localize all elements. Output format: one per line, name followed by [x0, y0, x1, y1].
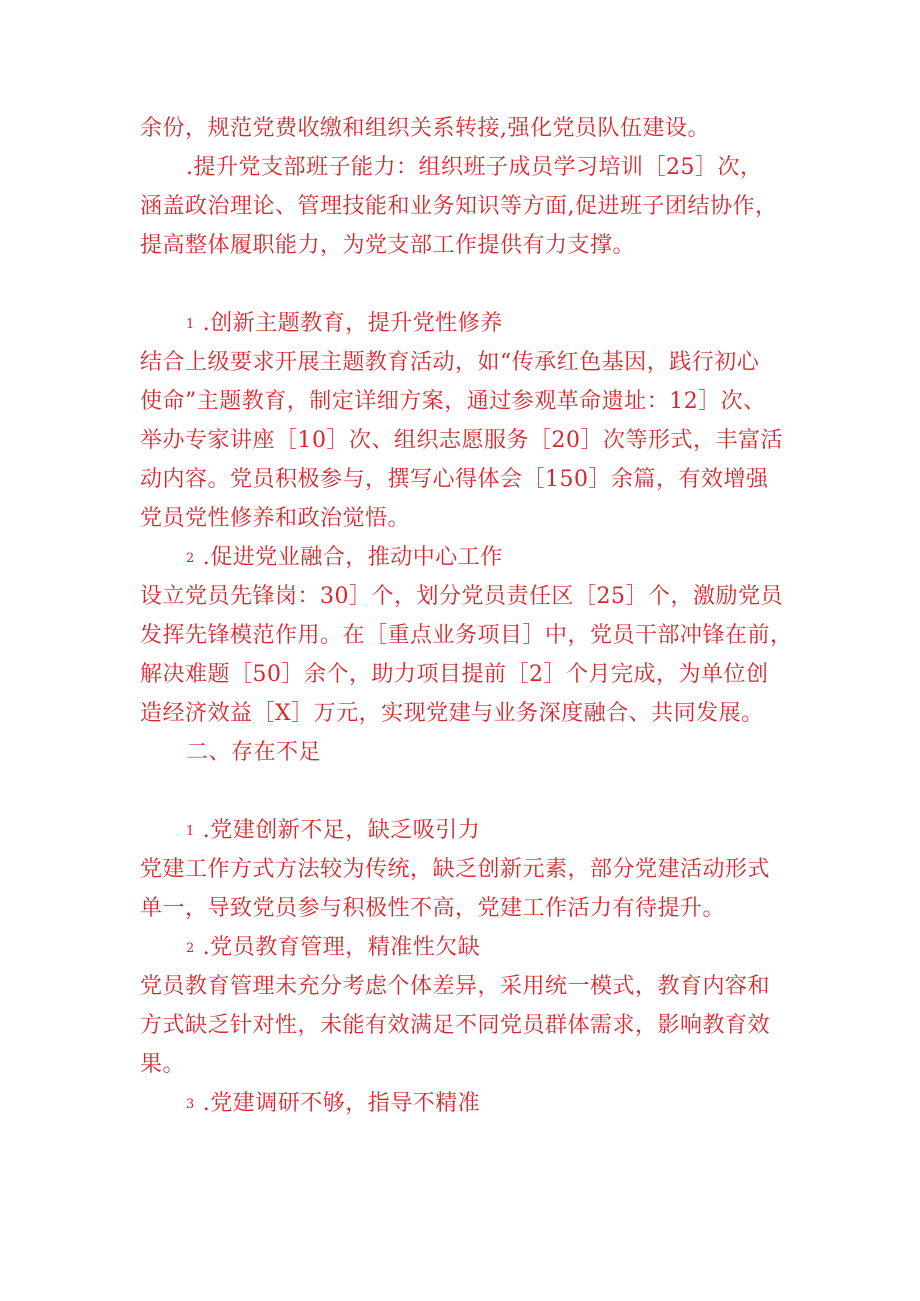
paragraph-line: 涵盖政治理论、管理技能和业务知识等方面,促进班子团结协作， — [140, 194, 778, 219]
section-heading — [186, 816, 480, 847]
paragraph-line: 设立党员先锋岗：30］个，划分党员责任区［25］个，激励党员 — [140, 584, 783, 609]
section-heading — [186, 543, 503, 574]
paragraph-line: 党建工作方式方法较为传统，缺乏创新元素，部分党建活动形式 — [140, 857, 771, 882]
paragraph-line: 提高整体履职能力，为党支部工作提供有力支撑。 — [140, 233, 636, 258]
paragraph-line: 余份，规范党费收缴和组织关系转接,强化党员队伍建设。 — [140, 116, 710, 141]
paragraph-line: 造经济效益［X］万元，实现党建与业务深度融合、共同发展。 — [140, 701, 764, 726]
heading-text: .党建调研不够，指导不精准 — [202, 1091, 481, 1116]
paragraph-line: 动内容。党员积极参与，撰写心得体会［150］余篇，有效增强 — [140, 467, 769, 492]
heading-text: .促进党业融合，推动中心工作 — [202, 545, 503, 570]
heading-text: .党建创新不足，缺乏吸引力 — [202, 818, 481, 843]
paragraph-line: 举办专家讲座［10］次、组织志愿服务［20］次等形式，丰富活 — [140, 428, 783, 453]
paragraph-line: 使命”主题教育，制定详细方案，通过参观革命遗址：12］次、 — [140, 389, 766, 414]
paragraph-line: 党员教育管理未充分考虑个体差异，采用统一模式，教育内容和 — [140, 974, 771, 999]
heading-text: .创新主题教育，提升党性修养 — [202, 311, 503, 336]
heading-text: .党员教育管理，精准性欠缺 — [202, 935, 481, 960]
paragraph-line: 党员党性修养和政治觉悟。 — [140, 506, 411, 531]
paragraph-line: .提升党支部班子能力：组织班子成员学习培训［25］次， — [186, 155, 763, 180]
section-heading — [186, 933, 480, 964]
paragraph-line: 解决难题［50］余个，助力项目提前［2］个月完成，为单位创 — [140, 662, 769, 687]
heading-number: 1 — [186, 824, 195, 839]
heading-number: 2 — [186, 941, 195, 956]
section-heading — [186, 309, 503, 340]
heading-number: 2 — [186, 551, 195, 566]
paragraph-line: 发挥先锋模范作用。在［重点业务项目］中，党员干部冲锋在前， — [140, 623, 793, 648]
section-title: 二、存在不足 — [186, 740, 322, 765]
section-heading — [186, 1089, 480, 1120]
paragraph-line: 结合上级要求开展主题教育活动，如“传承红色基因，践行初心 — [140, 350, 760, 375]
paragraph-line: 单一，导致党员参与积极性不高，党建工作活力有待提升。 — [140, 896, 726, 921]
paragraph-line: 果。 — [140, 1052, 186, 1077]
heading-number: 3 — [186, 1097, 195, 1112]
paragraph-line: 方式缺乏针对性，未能有效满足不同党员群体需求，影响教育效 — [140, 1013, 771, 1038]
heading-number: 1 — [186, 317, 195, 332]
